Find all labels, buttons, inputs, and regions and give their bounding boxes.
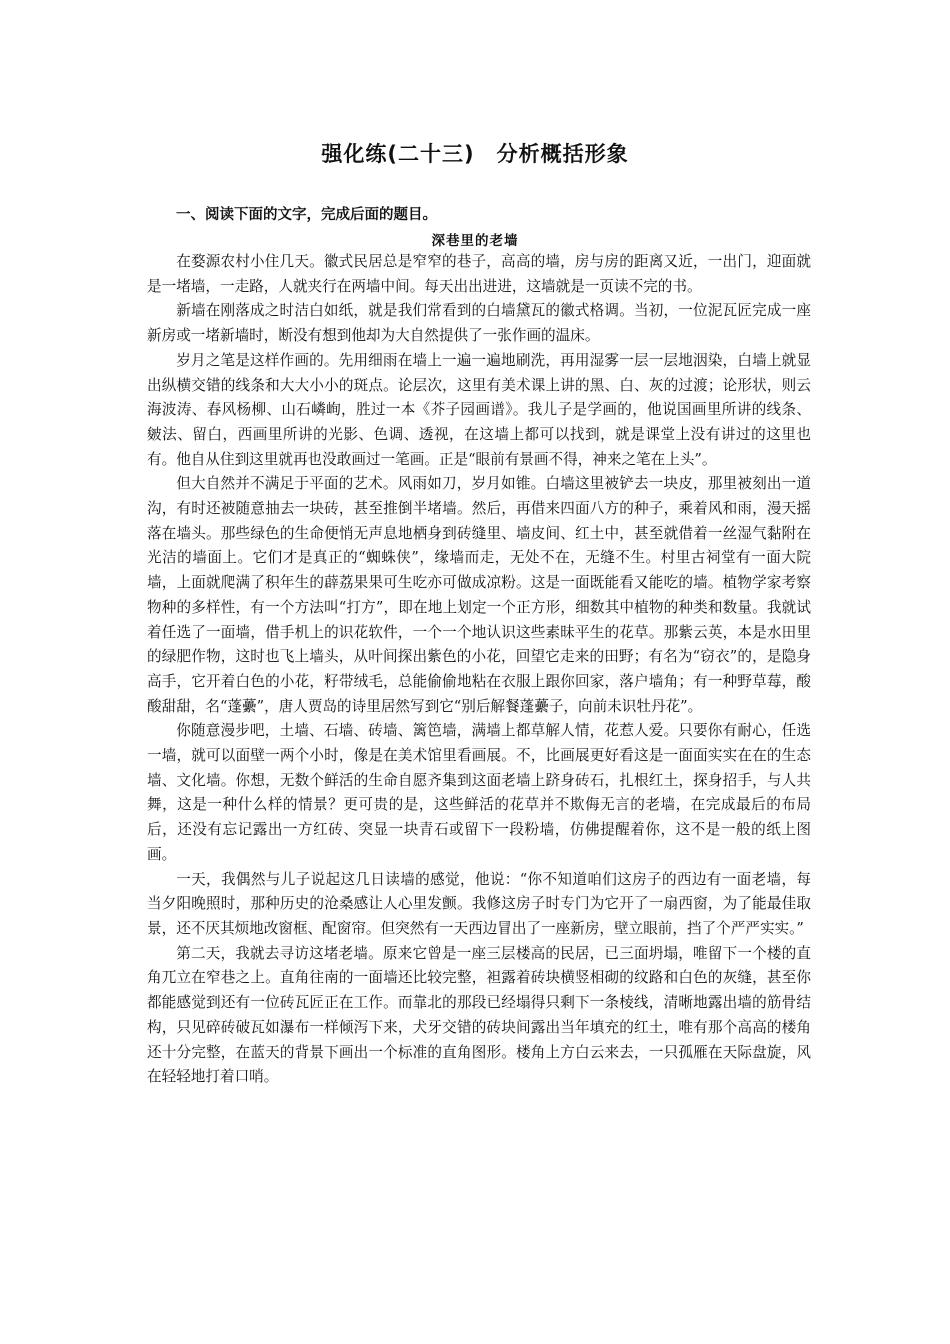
paragraph: 在婺源农村小住几天。徽式民居总是窄窄的巷子，高高的墙，房与房的距离又近，一出门，迎面就是一堵墙，一走路，人就夹行在两墙中间。每天出出进进，这墙就是一页读不完的书。: [147, 253, 811, 295]
section-instruction: 一、阅读下面的文字，完成后面的题目。: [176, 207, 437, 223]
paragraph: 岁月之笔是这样作画的。先用细雨在墙上一遍一遍地刷洗，再用湿雾一层一层地洇染，白墙上就显出纵横交错的线条和大大小小的斑点。论层次，这里有美术课上讲的黑、白、灰的过渡；论形状，则云海波涛、春风杨柳、山石嶙峋，胜过一本《芥子园画谱》。我儿子是学画的，他说国画里所讲的线条、皴法、留白，西画里所讲的光影、色调、透视，在这墙上都可以找到，就是课堂上没有讲过的这里也有。他自从住到这里就再也没敢画过一笔画。正是“眼前有景画不得，神来之笔在上头”。: [147, 351, 811, 468]
page-title: 强化练(二十三) 分析概括形象: [321, 142, 629, 166]
article-body: [147, 250, 811, 1090]
paragraph: 你随意漫步吧，土墙、石墙、砖墙、篱笆墙，满墙上都草解人情，花惹人爱。只要你有耐心，任选一墙，就可以面壁一两个小时，像是在美术馆里看画展。不，比画展更好看这是一面面实实在在的生态墙、文化墙。你想，无数个鲜活的生命自愿齐集到这面老墙上跻身砖石，扎根红土，探身招手，与人共舞，这是一种什么样的情景？更可贵的是，这些鲜活的花草并不欺侮无言的老墙，在完成最后的布局后，还没有忘记露出一方红砖、突显一块青石或留下一段粉墙，仿佛提醒着你，这不是一般的纸上图画。: [147, 722, 811, 863]
paragraph: 一天，我偶然与儿子说起这几日读墙的感觉，他说：“你不知道咱们这房子的西边有一面老墙，每当夕阳晚照时，那种历史的沧桑感让人心里发颤。我修这房子时专门为它开了一扇西窗，为了能最佳取景，还不厌其烦地改窗框、配窗帘。但突然有一天西边冒出了一座新房，壁立眼前，挡了个严严实实。”: [147, 870, 811, 937]
article-title: 深巷里的老墙: [431, 233, 519, 249]
paragraph: 第二天，我就去寻访这堵老墙。原来它曾是一座三层楼高的民居，已三面坍塌，唯留下一个楼的直角兀立在窄巷之上。直角往南的一面墙还比较完整，袒露着砖块横竖相砌的纹路和白色的灰缝，甚至你都能感觉到还有一位砖瓦匠正在工作。而靠北的那段已经塌得只剩下一条棱线，清晰地露出墙的筋骨结构，只见碎砖破瓦如瀑布一样倾泻下来，犬牙交错的砖块间露出当年填充的红土，唯有那个高高的楼角还十分完整，在蓝天的背景下画出一个标准的直角图形。楼角上方白云来去，一只孤雁在天际盘旋，风在轻轻地打着口哨。: [147, 944, 811, 1086]
paragraph: 但大自然并不满足于平面的艺术。风雨如刀，岁月如锥。白墙这里被铲去一块皮，那里被刻出一道沟，有时还被随意抽去一块砖，甚至推倒半堵墙。然后，再借来四面八方的种子，乘着风和雨，漫天摇落在墙头。那些绿色的生命便悄无声息地栖身到砖缝里、墙皮间、红土中，甚至就借着一丝湿气黏附在光洁的墙面上。它们才是真正的“蜘蛛侠”，缘墙而走，无处不在，无缝不生。村里古祠堂有一面大院墙，上面就爬满了积年生的薜荔果果可生吃亦可做成凉粉。这是一面既能看又能吃的墙。植物学家考察物种的多样性，有一个方法叫“打方”，即在地上划定一个正方形，细数其中植物的种类和数量。我就试着任选了一面墙，借手机上的识花软件，一个一个地认识这些素昧平生的花草。那紫云英，本是水田里的绿肥作物，这时也飞上墙头，从叶间探出紫色的小花，回望它走来的田野；有名为“窃衣”的，是隐身高手，它开着白色的小花，籽带绒毛，总能偷偷地粘在衣服上跟你回家，落户墙角；有一种野草莓，酸酸甜甜，名“蓬虆”，唐人贾岛的诗里居然写到它“别后解餐蓬虆子，向前未识牡丹花”。: [147, 475, 811, 715]
paragraph: 新墙在刚落成之时洁白如纸，就是我们常看到的白墙黛瓦的徽式格调。当初，一位泥瓦匠完成一座新房或一堵新墙时，断没有想到他却为大自然提供了一张作画的温床。: [147, 302, 811, 345]
